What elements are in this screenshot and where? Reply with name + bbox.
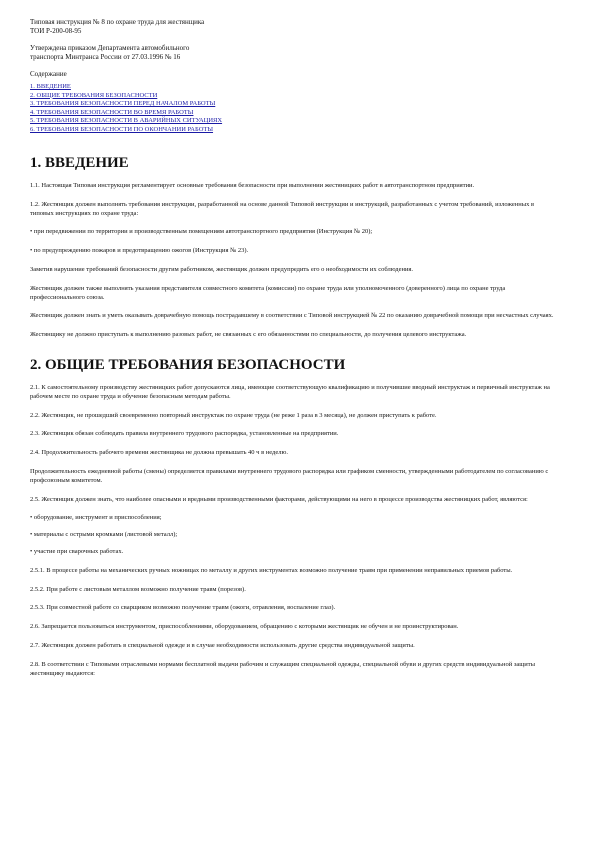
toc-link-general-requirements[interactable]: 2. ОБЩИЕ ТРЕБОВАНИЯ БЕЗОПАСНОСТИ bbox=[30, 91, 158, 99]
document-title: Типовая инструкция № 8 по охране труда для жестянщика bbox=[30, 18, 205, 26]
toc-link-during-work[interactable]: 4. ТРЕБОВАНИЯ БЕЗОПАСНОСТИ ВО ВРЕМЯ РАБОТЫ bbox=[30, 108, 194, 116]
paragraph: Заметив нарушение требований безопасности другим работником, жестянщик должен предупредить его о необходимости их соблюдения. bbox=[30, 265, 414, 273]
toc-link-introduction[interactable]: 1. ВВЕДЕНИЕ bbox=[30, 83, 71, 90]
paragraph: 2.5.1. В процессе работы на механических ручных ножницах по металлу и других инструментах возможно получение травм при применении неправильных приемов работы. bbox=[30, 566, 513, 574]
paragraph: 1.1. Настоящая Типовая инструкция регламентирует основные требования безопасности при выполнении жестяницких работ в автотранспортном предприятии. bbox=[30, 182, 475, 189]
paragraph: Продолжительность ежедневной работы (смены) определяется правилами внутреннего трудового распорядка или графиком сменности, утвержденными работодателем по согласованию с профсоюзным комитетом. bbox=[30, 467, 549, 484]
paragraph: 2.2. Жестянщик, не прошедший своевременно повторный инструктаж по охране труда (не реже 1 раза в 3 месяца), не должен приступать к работе. bbox=[30, 411, 437, 419]
toc-link-after-work[interactable]: 6. ТРЕБОВАНИЯ БЕЗОПАСНОСТИ ПО ОКОНЧАНИИ РАБОТЫ bbox=[30, 125, 214, 133]
bullet-item: • оборудование, инструмент и приспособления; bbox=[30, 514, 162, 522]
bullet-item: • участие при сварочных работах. bbox=[30, 547, 124, 555]
table-of-contents bbox=[30, 83, 555, 134]
paragraph: 2.5. Жестянщик должен знать, что наиболее опасными и вредными производственными факторами, действующими на него в процессе производства жестяницких работ, являются: bbox=[30, 495, 528, 503]
paragraph: 2.8. В соответствии с Типовыми отраслевыми нормами бесплатной выдачи рабочим и служащим специальной одежды, специальной обуви и других средств индивидуальной защиты жестянщику выдаются: bbox=[30, 660, 535, 677]
toc-item bbox=[30, 117, 555, 126]
paragraph: 2.1. К самостоятельному производству жестяницких работ допускаются лица, имеющие соответствующую квалификацию и получившие вводный инструктаж и первичный инструктаж на рабочем месте по охране труда и обучение безопасным методам работы. bbox=[30, 383, 550, 400]
paragraph: 2.6. Запрещается пользоваться инструментом, приспособлениями, оборудованием, обращению с которыми жестянщик не обучен и не проинструктирован. bbox=[30, 623, 459, 631]
document-code: ТОИ Р-200-08-95 bbox=[30, 27, 82, 35]
paragraph: 1.2. Жестянщик должен выполнять требования инструкции, разработанной на основе данной Типовой инструкции и инструкций, разработанных с учетом требований, изложенных в типовых инструкциях по охране труда: bbox=[30, 200, 535, 217]
toc-item bbox=[30, 126, 555, 135]
paragraph: 2.3. Жестянщик обязан соблюдать правила внутреннего трудового распорядка, установленные на предприятии. bbox=[30, 430, 339, 438]
section-heading-introduction: 1. ВВЕДЕНИЕ bbox=[30, 155, 129, 171]
bullet-item: • при передвижении по территории и производственным помещениям автотранспортного предприятия (Инструкция № 20); bbox=[30, 228, 373, 236]
bullet-item: • по предупреждению пожаров и предотвращению ожогов (Инструкция № 23). bbox=[30, 247, 249, 255]
toc-title: Содержание bbox=[30, 70, 67, 78]
approval-line-1: Утверждена приказом Департамента автомобильного bbox=[30, 44, 190, 52]
toc-item bbox=[30, 109, 555, 118]
toc-item bbox=[30, 100, 555, 109]
toc-link-before-work[interactable]: 3. ТРЕБОВАНИЯ БЕЗОПАСНОСТИ ПЕРЕД НАЧАЛОМ РАБОТЫ bbox=[30, 100, 216, 107]
bullet-item: • материалы с острыми кромками (листовой металл); bbox=[30, 531, 178, 539]
paragraph: 2.5.2. При работе с листовым металлом возможно получение травм (порезов). bbox=[30, 585, 246, 593]
paragraph: Жестянщику не должно приступать к выполнению разовых работ, не связанных с его обязанностями по специальности, до получения целевого инструктажа. bbox=[30, 331, 467, 339]
paragraph: Жестянщик должен знать и уметь оказывать доврачебную помощь пострадавшему в соответствии с Типовой инструкцией № 22 по оказанию доврачебной помощи при несчастных случаях. bbox=[30, 312, 554, 320]
document-header bbox=[30, 18, 555, 62]
section-heading-general-requirements: 2. ОБЩИЕ ТРЕБОВАНИЯ БЕЗОПАСНОСТИ bbox=[30, 356, 346, 373]
paragraph: 2.4. Продолжительность рабочего времени жестянщика не должна превышать 40 ч в неделю. bbox=[30, 449, 288, 457]
approval-line-2: транспорта Минтранса России от 27.03.1996 № 16 bbox=[30, 53, 181, 61]
paragraph: 2.5.3. При совместной работе со сварщиком возможно получение травм (ожоги, отравления, воспаление глаз). bbox=[30, 604, 336, 612]
toc-link-emergency[interactable]: 5. ТРЕБОВАНИЯ БЕЗОПАСНОСТИ В АВАРИЙНЫХ СИТУАЦИЯХ bbox=[30, 117, 223, 124]
paragraph: Жестянщик должен также выполнять указания представителя совместного комитета (комиссии) по охране труда или уполномоченного (доверенного) лица по охране труда профессионального союза. bbox=[30, 284, 506, 301]
paragraph: 2.7. Жестянщик должен работать в специальной одежде и в случае необходимости использовать другие средства индивидуальной защиты. bbox=[30, 641, 415, 649]
toc-item bbox=[30, 92, 555, 101]
toc-item bbox=[30, 83, 555, 92]
